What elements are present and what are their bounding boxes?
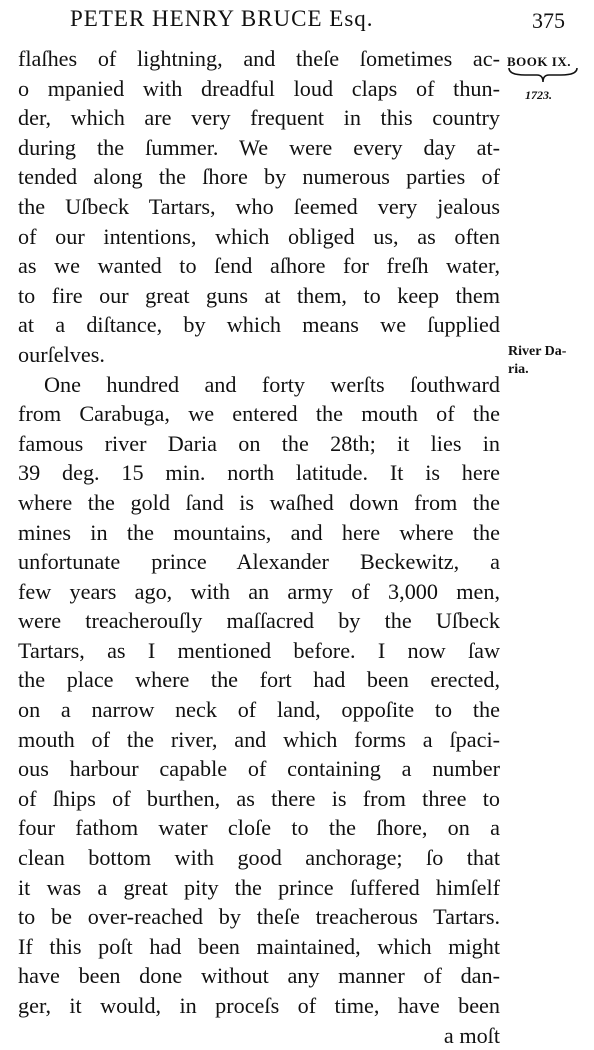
margin-note-river-line2: ria. bbox=[508, 362, 529, 377]
text-line: If this poſt had been maintained, which might bbox=[18, 933, 500, 959]
text-line: ger, it would, in proceſs of time, have been bbox=[18, 993, 500, 1018]
text-line: at a diſtance, by which means we ſupplied bbox=[18, 312, 500, 338]
text-line: during the ſummer. We were every day at- bbox=[18, 134, 500, 160]
text-line: ous harbour capable of containing a number bbox=[18, 756, 500, 782]
text-line: 39 deg. 15 min. north latitude. It is here bbox=[18, 460, 500, 486]
text-line: One hundred and forty werſts ſouthward bbox=[44, 371, 500, 397]
text-line: der, which are very frequent in this country bbox=[18, 105, 500, 131]
text-line: ourſelves. bbox=[18, 341, 105, 367]
text-line: flaſhes of lightning, and theſe ſometimes ac- bbox=[18, 46, 500, 71]
running-head: PETER HENRY BRUCE Esq. bbox=[70, 6, 374, 31]
text-line: to be over-reached by theſe treacherous Tartars. bbox=[18, 904, 500, 930]
text-line: mouth of the river, and which forms a ſpaci- bbox=[18, 726, 500, 752]
text-line: to fire our great guns at them, to keep them bbox=[18, 282, 500, 308]
text-line: of our intentions, which obliged us, as often bbox=[18, 223, 500, 249]
body-text bbox=[18, 44, 500, 1050]
text-line: few years ago, with an army of 3,000 men, bbox=[18, 578, 500, 604]
text-line: on a narrow neck of land, oppoſite to the bbox=[18, 697, 500, 723]
text-line: o mpanied with dreadful loud claps of thun- bbox=[18, 75, 500, 101]
text-line: where the gold ſand is waſhed down from the bbox=[18, 489, 500, 515]
text-line: have been done without any manner of dan- bbox=[18, 963, 500, 989]
text-line: clean bottom with good anchorage; ſo that bbox=[18, 845, 500, 871]
catchword: a moſt bbox=[443, 1022, 500, 1048]
page-number: 375 bbox=[532, 8, 565, 33]
text-line: tended along the ſhore by numerous parties of bbox=[18, 164, 500, 190]
text-line: the place where the fort had been erected, bbox=[18, 667, 500, 693]
margin-note-year: 1723. bbox=[525, 88, 552, 102]
text-line: it was a great pity the prince ſuffered himſelf bbox=[18, 874, 500, 900]
text-line: Tartars, as I mentioned before. I now ſaw bbox=[18, 637, 500, 663]
text-line: four fathom water cloſe to the ſhore, on a bbox=[18, 815, 500, 841]
margin-note-book: BOOK IX. bbox=[507, 54, 571, 69]
text-line: of ſhips of burthen, as there is from three to bbox=[18, 785, 500, 811]
curly-brace-icon bbox=[507, 66, 579, 84]
text-line: famous river Daria on the 28th; it lies in bbox=[18, 430, 500, 456]
text-line: were treacherouſly maſſacred by the Uſbeck bbox=[18, 608, 500, 634]
text-line: mines in the mountains, and here where the bbox=[18, 519, 500, 545]
margin-note-river-line1: River Da- bbox=[508, 344, 567, 359]
text-line: from Carabuga, we entered the mouth of the bbox=[18, 401, 500, 427]
text-line: as we wanted to ſend aſhore for freſh water, bbox=[18, 253, 500, 279]
text-line: unfortunate prince Alexander Beckewitz, a bbox=[18, 549, 500, 575]
text-line: the Uſbeck Tartars, who ſeemed very jealous bbox=[18, 193, 500, 219]
